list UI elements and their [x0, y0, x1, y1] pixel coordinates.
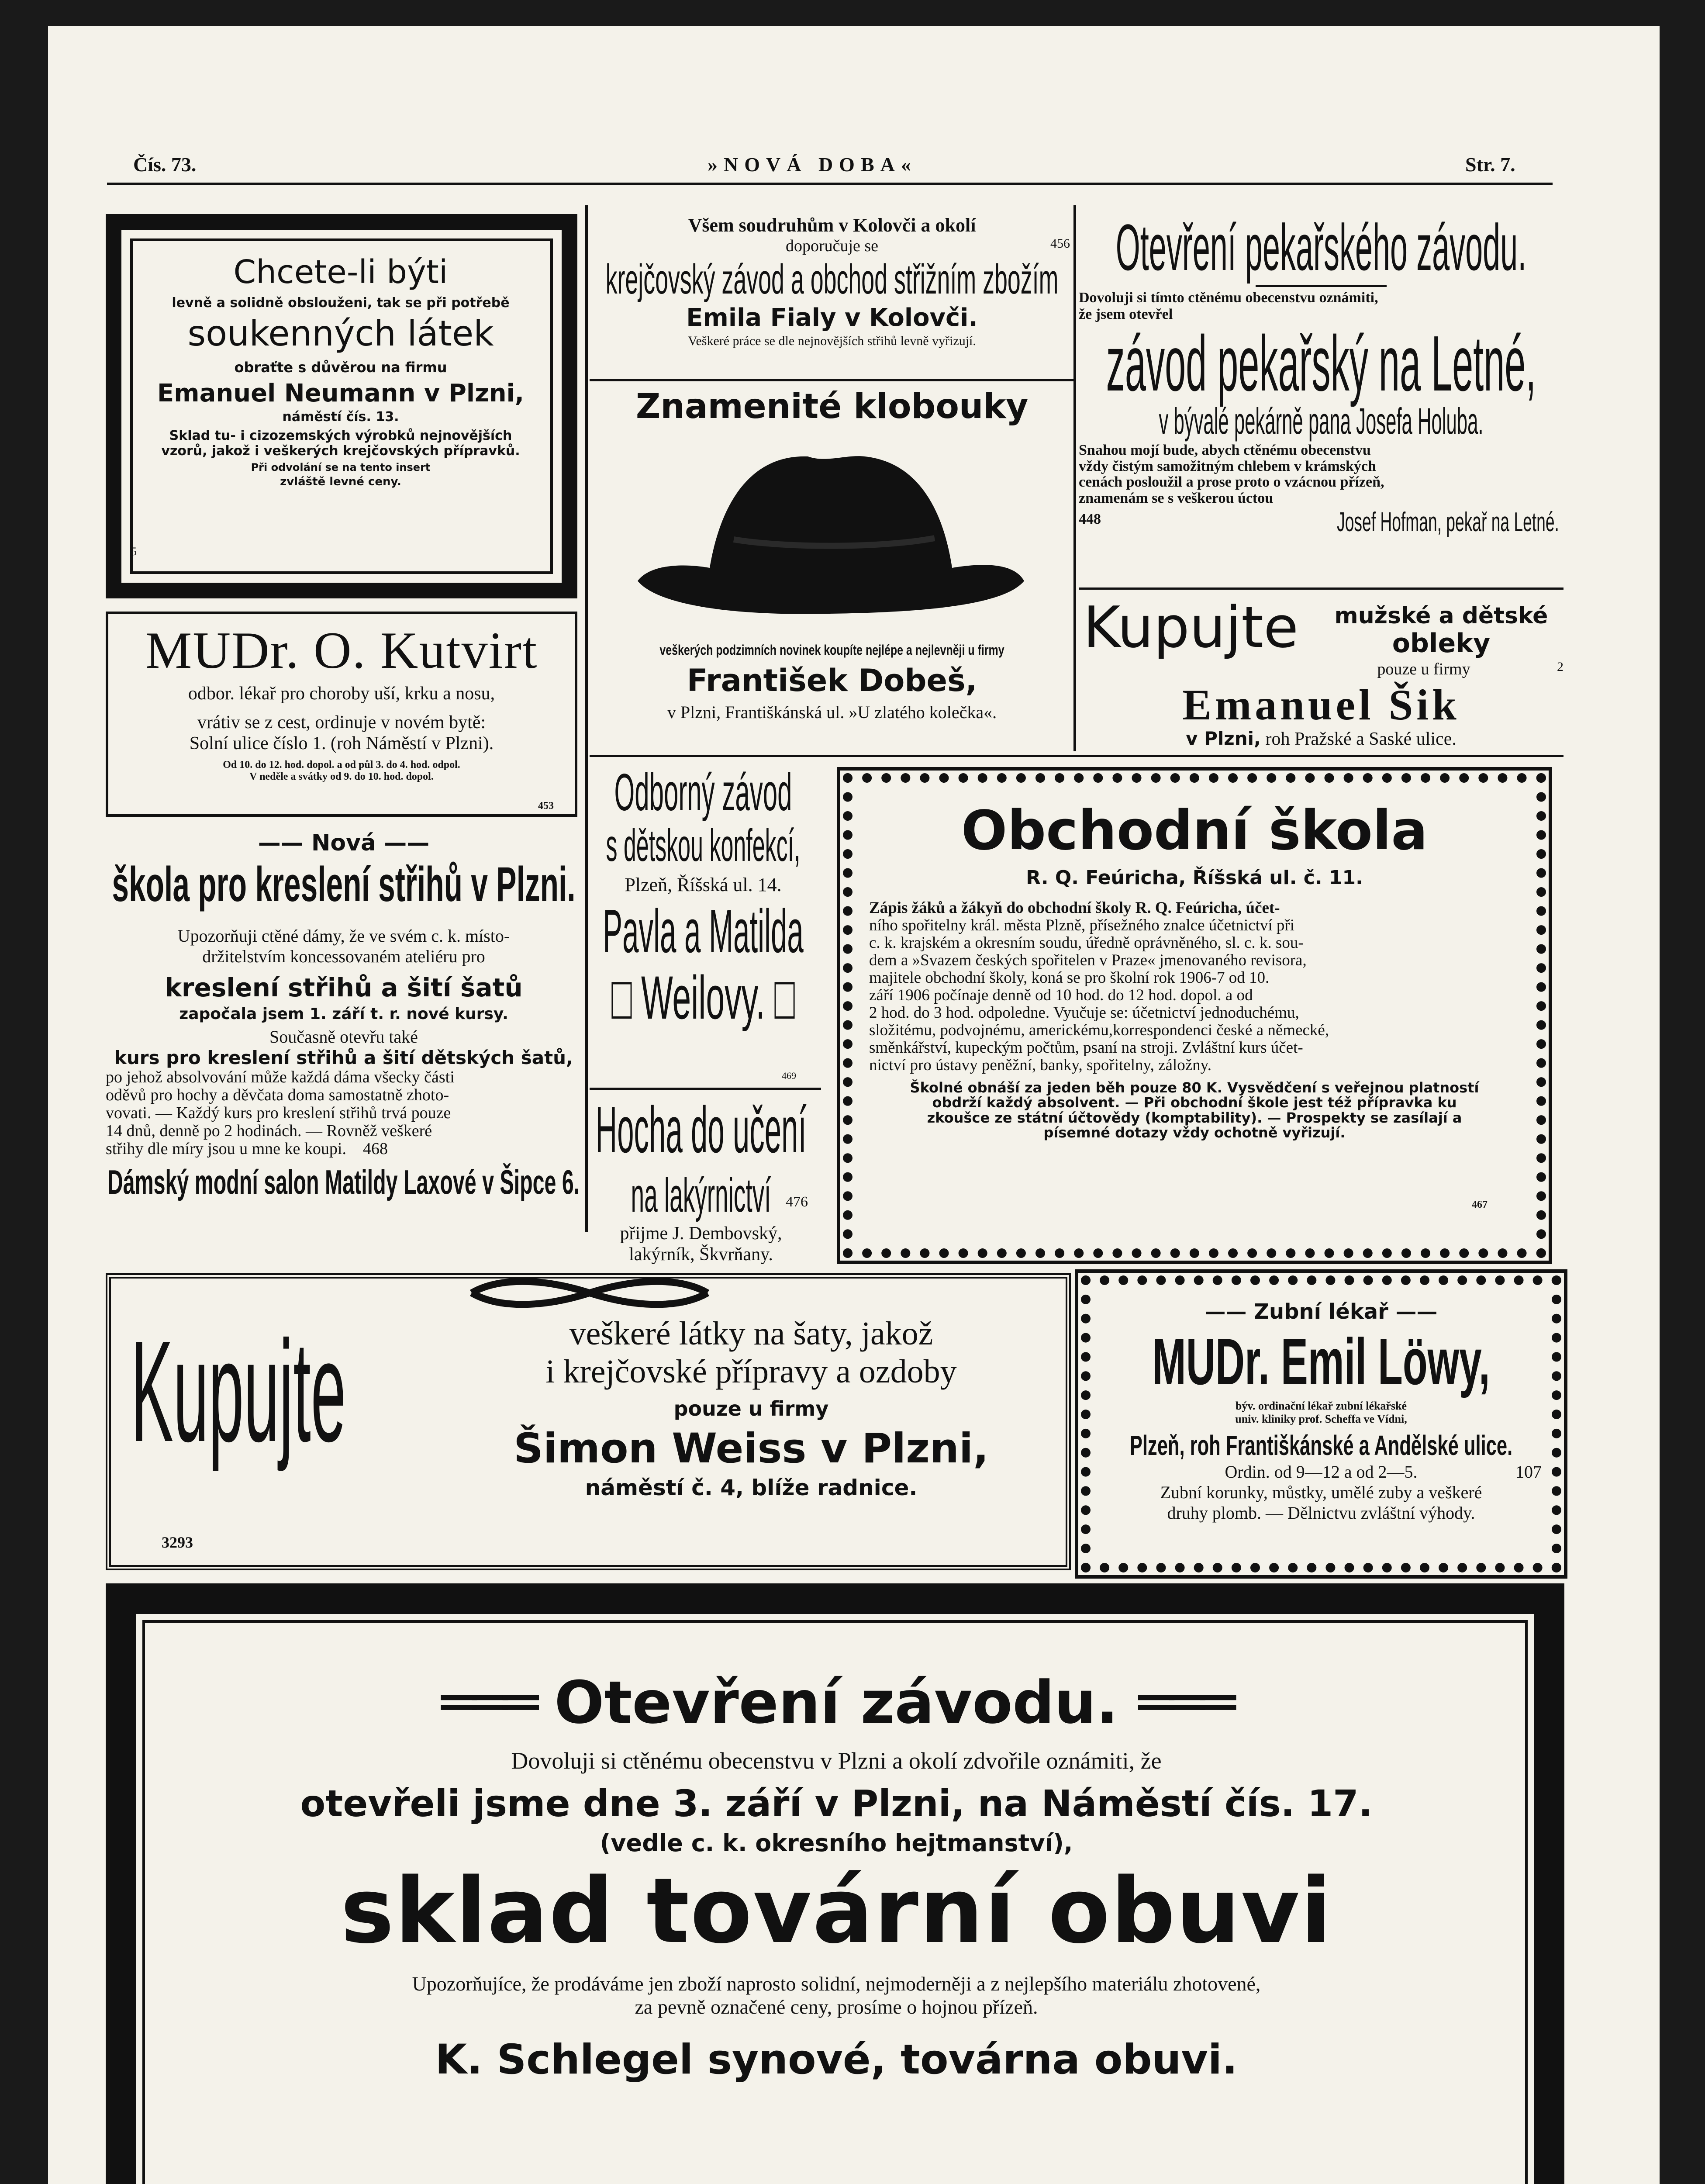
firm-name: Pavla a Matilda [603, 897, 804, 965]
city: v Plzni, [1186, 728, 1261, 749]
feuricha-ad [869, 799, 1520, 1140]
ad-number: 5 [131, 545, 137, 558]
text-line: držitelstvím koncessovaném ateliéru pro [202, 947, 485, 966]
headline: Chcete-li býti [233, 253, 448, 291]
text-line [590, 236, 1074, 256]
ad-separator [590, 1088, 821, 1090]
doctor-name: MUDr. O. Kutvirt [145, 621, 538, 679]
dembovsky-ad [585, 1092, 817, 1265]
ad-number: 469 [782, 1070, 796, 1081]
hours: V neděle a svátky od 9. do 10. hod. dopol. [249, 771, 434, 782]
fialy-ad [590, 214, 1074, 349]
address [1079, 728, 1563, 750]
text-line: veškeré látky na šaty, jakož [569, 1315, 933, 1352]
headline: Kupujte [131, 1310, 346, 1472]
text-line: Dovoluji si tímto ctěnému obecenstvu oznámiti, [1079, 290, 1378, 306]
ad-number: 448 [1079, 511, 1101, 527]
firm-name: Emanuel Šik [1182, 681, 1460, 729]
headline: Otevření závodu. [554, 1669, 1118, 1737]
address: Plzeň, Říšská ul. 14. [625, 874, 782, 895]
masthead: »NOVÁ DOBA« [708, 153, 917, 176]
headline: Znamenité klobouky [635, 387, 1029, 426]
text-line: cenách posloužil a prose proto o vzácnou přízeň, [1079, 474, 1384, 491]
text-line: doporučuje se [785, 237, 879, 255]
headline: krejčovský závod a obchod střižním zbožím [605, 256, 1059, 303]
paragraph [869, 1080, 1520, 1140]
headline: sklad tovární obuvi [340, 1859, 1332, 1963]
headline: Obchodní škola [961, 799, 1428, 862]
address: náměstí čís. 13. [282, 409, 399, 425]
text-line: lakýrník, Škvrňany. [629, 1244, 773, 1265]
text-line: Současně otevřu také [269, 1027, 418, 1047]
paragraph [106, 1068, 582, 1158]
text-line: Snahou mojí bude, abych ctěnému obecenstvu [1079, 442, 1371, 458]
text-line: druhy plomb. — Dělnictvu zvláštní výhody. [1167, 1503, 1475, 1523]
ornament-icon [463, 1278, 716, 1308]
hofman-ad [1079, 210, 1563, 535]
text-line: c. k. krajském a okresním soudu, úředně oprávněného, sl. c. k. sou- [869, 933, 1304, 952]
text-line: složitému, podvojnému, americkému,korrespondenci české a německé, [869, 1021, 1329, 1039]
neumann-ad [131, 253, 550, 488]
text-line: (vedle c. k. okresního hejtmanství), [600, 1829, 1073, 1857]
text-line: pouze u firmy [1377, 660, 1470, 678]
text-line: 14 dnů, denně po 2 hodinách. — Rovněž veškeré [106, 1122, 432, 1140]
section-rule [590, 755, 1563, 757]
text-line: směnkářství, kupeckým počtům, psaní na stroji. Zvláštní kurs účet- [869, 1038, 1303, 1057]
text-line: veškerých podzimních novinek koupíte nejlépe a nejlevněji u firmy [659, 642, 1004, 658]
text-line: Zubní korunky, můstky, umělé zuby a veškeré [1160, 1482, 1482, 1502]
text-line: Sklad tu- i cizozemských výrobků nejnovějších [169, 428, 512, 443]
text-line: dem a »Svazem českých spořitelen v Praze« jmenovaného revisora, [869, 951, 1307, 969]
headline: závod pekařský na Letné, [1106, 320, 1536, 408]
divider [1256, 285, 1387, 287]
ad-number: 453 [538, 800, 554, 812]
text-line: vrátiv se z cest, ordinuje v novém bytě: [197, 712, 486, 733]
text-line: obdrží každý absolvent. — Při obchodní škole jest též přípravka ku [932, 1094, 1457, 1111]
text-line: odbor. lékař pro choroby uší, krku a nosu, [188, 684, 495, 704]
address: R. Q. Feúricha, Říšská ul. č. 11. [1026, 867, 1363, 889]
text-line: zvláště levné ceny. [280, 475, 401, 488]
paragraph [1079, 442, 1563, 507]
headline: —— Nová —— [258, 830, 430, 856]
text-line: levně a solidně obslouženi, tak se při potřebě [172, 295, 510, 311]
address: náměstí č. 4, blíže radnice. [585, 1475, 918, 1500]
text-line: i krejčovské přípravy a ozdoby [545, 1353, 957, 1390]
address: v Plzni, Františkánská ul. »U zlatého kolečka«. [667, 702, 997, 722]
headline: soukenných látek [187, 313, 494, 354]
headline: Kupujte [1083, 594, 1299, 660]
text-line: Upozorňuji ctěné dámy, že ve svém c. k. místo- [177, 926, 510, 946]
ad-number: 107 [1515, 1462, 1542, 1482]
text-line: zkoušce ze státní účtovědy (komptability). — Prospekty se zasílají a [927, 1109, 1462, 1126]
text-line: otevřeli jsme dne 3. září v Plzni, na Náměstí čís. 17. [300, 1782, 1373, 1825]
ad-number: 3293 [162, 1534, 193, 1551]
text-line: Školné obnáší za jeden běh pouze 80 K. Vysvědčení s veřejnou platností [910, 1079, 1479, 1096]
headline: —— Zubní lékař —— [1205, 1299, 1438, 1324]
text-line: býv. ordinační lékař zubní lékařské [1235, 1400, 1407, 1412]
signature: Josef Hofman, pekař na Letné. [1337, 507, 1559, 537]
text-line: Při odvolání se na tento insert [251, 461, 431, 473]
headline: škola pro kreslení střihů v Plzni. [112, 857, 576, 912]
firm-name: Emanuel Neumann v Plzni, [157, 379, 525, 408]
text-line: Veškeré práce se dle nejnovějších střihů levně vyřizují. [688, 334, 976, 348]
text-line: Upozorňujíce, že prodáváme jen zboží naprosto solidní, nejmoderněji a z nejlepšího materiálu zhotovené, [412, 1973, 1261, 1995]
subheadline: na lakýrnictví [631, 1168, 771, 1222]
laxova-ad [106, 830, 582, 1202]
text-line: kurs pro kreslení střihů a šití dětských šatů, [114, 1047, 573, 1068]
firm-name: Emila Fialy v Kolovči. [686, 304, 978, 332]
text-line: Všem soudruhům v Kolovči a okolí [688, 214, 976, 236]
text-line: oděvů pro hochy a děvčata doma samostatně zhoto- [106, 1086, 449, 1105]
text-line: ního spořitelny král. města Plzně, přísežného znalce účetnictví při [869, 916, 1295, 934]
subheadline: v bývalé pekárně pana Josefa Holuba. [1159, 401, 1484, 442]
text-line: znamenám se s veškerou úctou [1079, 490, 1274, 507]
text-line: září 1906 počínaje denně od 10 hod. do 12 hod. dopol. a od [869, 986, 1253, 1004]
ad-number: 2 [1557, 660, 1563, 674]
headline: Zubní lékař [1254, 1299, 1388, 1324]
text-line: po jehož absolvování může každá dáma všecky části [106, 1068, 455, 1086]
ad-number: 468 [362, 1140, 388, 1158]
text-line: 2 hod. do 3 hod. odpoledne. Vyučuje se: účetnictví jednoduchému, [869, 1003, 1299, 1022]
text-line: za pevně označené ceny, prosíme o hojnou přízeň. [635, 1996, 1038, 2018]
headline: Otevření pekařského závodu. [1115, 211, 1527, 284]
text-line: započala jsem 1. září t. r. nové kursy. [179, 1005, 508, 1023]
text-line: Zápis žáků a žákyň do obchodní školy R. Q. Feúricha, účet- [869, 899, 1280, 917]
column-rule [585, 205, 588, 1232]
text-line: obleky [1392, 628, 1491, 659]
firm-name: Šimon Weiss v Plzni, [514, 1425, 989, 1472]
headline: s dětskou konfekcí, [606, 820, 801, 871]
text-line: nictví pro ústavy peněžní, banky, spořitelny, záložny. [869, 1056, 1211, 1074]
text-line: písemné dotazy vždy ochotně vyřizují. [1043, 1124, 1346, 1141]
firm-name: Weilovy. [641, 963, 765, 1032]
text-line: vždy čistým samožitným chlebem v krámských [1079, 458, 1376, 474]
headline: Hocha do učení [595, 1093, 807, 1166]
ad-number: 456 [1050, 236, 1070, 251]
sik-ad [1079, 594, 1563, 751]
text-line: střihy dle míry jsou u mne ke koupi. [106, 1140, 346, 1158]
text-line: že jsem otevřel [1079, 306, 1173, 322]
firm-name: □ Weilovy. □ [611, 963, 795, 1032]
lowy-ad [1101, 1299, 1542, 1523]
text-line: pouze u firmy [673, 1397, 829, 1420]
signature-line [1079, 507, 1563, 535]
header-rule [107, 183, 1553, 185]
ad-number: 467 [1472, 1199, 1488, 1210]
headline: ═══ Otevření závodu. ═══ [441, 1669, 1232, 1737]
text-line: mužské a dětské [1334, 603, 1548, 629]
ad-separator [1079, 587, 1563, 590]
text-line: obraťte s důvěrou na firmu [234, 359, 447, 376]
hours: Ordin. od 9—12 a od 2—5. [1225, 1462, 1418, 1482]
hat-icon [620, 437, 1039, 629]
text-line: univ. kliniky prof. Scheffa ve Vídni, [1235, 1413, 1407, 1425]
weil-ad [590, 762, 817, 1033]
kutvirt-ad [109, 620, 574, 783]
ad-number: 476 [786, 1194, 808, 1210]
text-line: Dovoluji si ctěnému obecenstvu v Plzni a okolí zdvořile oznámiti, že [511, 1748, 1162, 1774]
issue-number: Čís. 73. [133, 153, 197, 176]
page-number: Str. 7. [1465, 153, 1515, 176]
headline: Odborný závod [614, 763, 792, 822]
hours: Od 10. do 12. hod. dopol. a od půl 3. do 4. hod. odpol. [223, 759, 460, 771]
address: Plzeň, roh Františkánské a Andělské ulice. [1129, 1430, 1513, 1461]
hours [1101, 1462, 1542, 1482]
weiss-ad [450, 1315, 1053, 1500]
salon-name: Dámský modní salon Matildy Laxové v Šipce 6. [107, 1163, 580, 1202]
doctor-name: MUDr. Emil Löwy, [1152, 1325, 1490, 1398]
paragraph [869, 899, 1520, 1074]
headline: kreslení střihů a šití šatů [165, 973, 523, 1002]
firm-name: František Dobeš, [687, 663, 977, 698]
new-label: Nová [311, 830, 376, 856]
schlegel-ad [148, 1669, 1524, 2084]
text-line: majitele obchodní školy, koná se pro školní rok 1906-7 od 10. [869, 968, 1270, 987]
ad-separator [590, 379, 1073, 381]
text-line [106, 1140, 582, 1158]
text-line: vzorů, jakož i veškerých krejčovských přípravků. [161, 443, 520, 459]
subheadline [585, 1168, 817, 1223]
street: roh Pražské a Saské ulice. [1261, 729, 1456, 749]
text-line: Solní ulice číslo 1. (roh Náměstí v Plzni). [189, 733, 494, 753]
text-line: vovati. — Každý kurs pro kreslení střihů trvá pouze [106, 1104, 451, 1123]
dobes-ad [590, 642, 1074, 722]
text-line: přijme J. Dembovský, [620, 1223, 782, 1244]
firm-name: K. Schlegel synové, továrna obuvi. [435, 2036, 1238, 2084]
